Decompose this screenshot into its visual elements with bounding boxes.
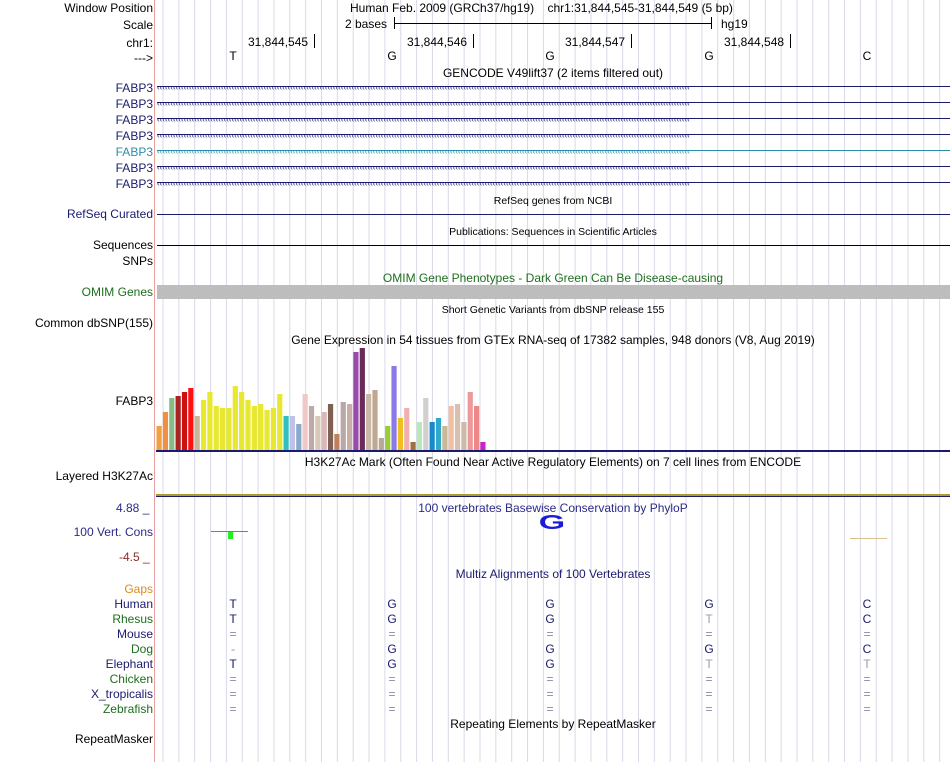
multiz-base: =	[546, 702, 554, 716]
gencode-gene-label[interactable]: FABP3	[115, 81, 153, 95]
gtex-tissue-bar[interactable]	[461, 422, 466, 450]
phylop-bar-5[interactable]	[850, 538, 887, 539]
repeatmasker-track-label[interactable]: RepeatMasker	[74, 732, 153, 746]
gtex-tissue-bar[interactable]	[245, 400, 250, 450]
gtex-tissue-bar[interactable]	[372, 390, 377, 450]
gtex-tissue-bar[interactable]	[468, 392, 473, 450]
gencode-gene-label[interactable]: FABP3	[115, 145, 153, 159]
multiz-base: G	[387, 597, 397, 611]
multiz-base: =	[705, 627, 713, 641]
gtex-tissue-bar[interactable]	[233, 386, 238, 450]
multiz-base: =	[705, 702, 713, 716]
multiz-base: =	[546, 687, 554, 701]
multiz-base: G	[545, 642, 555, 656]
position-tick-4	[790, 34, 791, 48]
multiz-base: G	[387, 642, 397, 656]
gtex-tissue-bar[interactable]	[480, 442, 485, 450]
gtex-tissue-bar[interactable]	[430, 422, 435, 450]
gtex-tissue-bar[interactable]	[284, 416, 289, 450]
position-1: 31,844,545	[248, 35, 309, 49]
gtex-tissue-bar[interactable]	[214, 406, 219, 450]
refseq-track-title[interactable]: RefSeq genes from NCBI	[493, 195, 613, 207]
publications-track-label[interactable]: Sequences	[92, 238, 153, 252]
gtex-tissue-bar[interactable]	[341, 402, 346, 450]
gtex-tissue-bar[interactable]	[411, 442, 416, 450]
ref-base-1: T	[229, 49, 237, 63]
gtex-tissue-bar[interactable]	[436, 418, 441, 450]
ref-base-5: C	[862, 49, 872, 63]
multiz-base: G	[387, 612, 397, 626]
gtex-tissue-bar[interactable]	[163, 412, 168, 450]
multiz-species-label[interactable]: Mouse	[116, 627, 153, 641]
position-tick-2	[473, 34, 474, 48]
gtex-tissue-bar[interactable]	[277, 394, 282, 450]
omim-track-title[interactable]: OMIM Gene Phenotypes - Dark Green Can Be Disease-causing	[382, 271, 724, 285]
position-tick-1	[314, 34, 315, 48]
multiz-track-title[interactable]: Multiz Alignments of 100 Vertebrates	[455, 567, 651, 581]
multiz-base: G	[704, 597, 714, 611]
multiz-base: =	[388, 672, 396, 686]
multiz-species-label[interactable]: Human	[114, 597, 153, 611]
multiz-base: G	[545, 612, 555, 626]
multiz-base: C	[862, 612, 872, 626]
gtex-tissue-bar[interactable]	[391, 366, 396, 450]
assembly-label: hg19	[721, 17, 748, 31]
gencode-gene-feature[interactable]: ‹‹‹‹‹‹‹‹‹‹‹‹‹‹‹‹‹‹‹‹‹‹‹‹‹‹‹‹‹‹‹‹‹‹‹‹‹‹‹‹‹‹‹‹‹‹‹‹‹‹‹‹‹‹‹‹‹‹‹‹‹‹‹‹‹‹‹‹‹‹‹‹‹‹‹‹‹‹‹‹‹‹‹‹‹‹‹‹‹‹‹‹‹‹‹‹‹‹‹‹‹‹‹‹‹‹‹‹‹‹‹‹‹‹‹‹‹‹‹‹‹‹‹‹‹‹‹‹‹‹‹‹‹‹‹‹‹‹‹‹‹‹‹‹‹‹‹‹‹‹‹‹‹‹‹‹‹‹‹‹‹‹‹‹‹‹‹‹‹‹‹‹‹‹‹‹‹‹‹‹‹‹‹‹‹‹‹‹‹‹‹‹‹‹‹‹‹‹‹‹	[157, 150, 950, 154]
gencode-gene-label[interactable]: FABP3	[115, 113, 153, 127]
multiz-base: T	[705, 612, 713, 626]
gtex-tissue-bar[interactable]	[353, 352, 358, 450]
gencode-gene-feature[interactable]: ‹‹‹‹‹‹‹‹‹‹‹‹‹‹‹‹‹‹‹‹‹‹‹‹‹‹‹‹‹‹‹‹‹‹‹‹‹‹‹‹‹‹‹‹‹‹‹‹‹‹‹‹‹‹‹‹‹‹‹‹‹‹‹‹‹‹‹‹‹‹‹‹‹‹‹‹‹‹‹‹‹‹‹‹‹‹‹‹‹‹‹‹‹‹‹‹‹‹‹‹‹‹‹‹‹‹‹‹‹‹‹‹‹‹‹‹‹‹‹‹‹‹‹‹‹‹‹‹‹‹‹‹‹‹‹‹‹‹‹‹‹‹‹‹‹‹‹‹‹‹‹‹‹‹‹‹‹‹‹‹‹‹‹‹‹‹‹‹‹‹‹‹‹‹‹‹‹‹‹‹‹‹‹‹‹‹‹‹‹‹‹‹‹‹‹‹‹‹‹‹	[157, 166, 950, 170]
phylop-min: -4.5 _	[119, 550, 150, 564]
phylop-track-title[interactable]: 100 vertebrates Basewise Conservation by PhyloP	[418, 501, 688, 515]
gtex-tissue-bar[interactable]	[309, 406, 314, 450]
gtex-tissue-bar[interactable]	[195, 416, 200, 450]
gtex-tissue-bar[interactable]	[360, 348, 365, 450]
scale-text: 2 bases	[345, 17, 388, 31]
gtex-tissue-bar[interactable]	[188, 388, 193, 450]
multiz-species-label[interactable]: X_tropicalis	[90, 687, 153, 701]
chrom-label: chr1:	[126, 36, 153, 50]
gtex-tissue-bar[interactable]	[239, 392, 244, 450]
gtex-tissue-bar[interactable]	[449, 406, 454, 450]
gencode-gene-label[interactable]: FABP3	[115, 177, 153, 191]
publications-track-title[interactable]: Publications: Sequences in Scientific Articles	[449, 226, 657, 238]
multiz-base: =	[229, 687, 237, 701]
gtex-track-label[interactable]: FABP3	[115, 394, 153, 408]
gtex-tissue-bar[interactable]	[385, 426, 390, 450]
multiz-base: G	[704, 642, 714, 656]
multiz-base: =	[863, 702, 871, 716]
phylop-base-logo: G	[538, 510, 566, 534]
gencode-gene-feature[interactable]: ‹‹‹‹‹‹‹‹‹‹‹‹‹‹‹‹‹‹‹‹‹‹‹‹‹‹‹‹‹‹‹‹‹‹‹‹‹‹‹‹‹‹‹‹‹‹‹‹‹‹‹‹‹‹‹‹‹‹‹‹‹‹‹‹‹‹‹‹‹‹‹‹‹‹‹‹‹‹‹‹‹‹‹‹‹‹‹‹‹‹‹‹‹‹‹‹‹‹‹‹‹‹‹‹‹‹‹‹‹‹‹‹‹‹‹‹‹‹‹‹‹‹‹‹‹‹‹‹‹‹‹‹‹‹‹‹‹‹‹‹‹‹‹‹‹‹‹‹‹‹‹‹‹‹‹‹‹‹‹‹‹‹‹‹‹‹‹‹‹‹‹‹‹‹‹‹‹‹‹‹‹‹‹‹‹‹‹‹‹‹‹‹‹‹‹‹‹‹‹‹	[157, 118, 950, 122]
ref-base-4: G	[704, 49, 714, 63]
gtex-tissue-bar[interactable]	[201, 400, 206, 450]
gtex-tissue-bar[interactable]	[182, 392, 187, 450]
omim-feature-bar[interactable]	[157, 285, 950, 299]
multiz-base: T	[705, 657, 713, 671]
gtex-tissue-bar[interactable]	[322, 412, 327, 450]
gtex-tissue-bar[interactable]	[176, 396, 181, 450]
multiz-base: =	[388, 687, 396, 701]
multiz-species-label[interactable]: Rhesus	[112, 612, 153, 626]
gencode-gene-feature[interactable]: ‹‹‹‹‹‹‹‹‹‹‹‹‹‹‹‹‹‹‹‹‹‹‹‹‹‹‹‹‹‹‹‹‹‹‹‹‹‹‹‹‹‹‹‹‹‹‹‹‹‹‹‹‹‹‹‹‹‹‹‹‹‹‹‹‹‹‹‹‹‹‹‹‹‹‹‹‹‹‹‹‹‹‹‹‹‹‹‹‹‹‹‹‹‹‹‹‹‹‹‹‹‹‹‹‹‹‹‹‹‹‹‹‹‹‹‹‹‹‹‹‹‹‹‹‹‹‹‹‹‹‹‹‹‹‹‹‹‹‹‹‹‹‹‹‹‹‹‹‹‹‹‹‹‹‹‹‹‹‹‹‹‹‹‹‹‹‹‹‹‹‹‹‹‹‹‹‹‹‹‹‹‹‹‹‹‹‹‹‹‹‹‹‹‹‹‹‹‹‹‹	[157, 182, 950, 186]
gtex-tissue-bar[interactable]	[290, 416, 295, 450]
gtex-track-title[interactable]: Gene Expression in 54 tissues from GTEx RNA-seq of 17382 samples, 948 donors (V8, Aug 2019)	[291, 333, 815, 347]
multiz-base: =	[388, 702, 396, 716]
multiz-base: C	[862, 597, 872, 611]
gencode-gene-label[interactable]: FABP3	[115, 161, 153, 175]
ref-base-2: G	[387, 49, 397, 63]
gtex-tissue-bar[interactable]	[442, 426, 447, 450]
phylop-bar-1-tick	[228, 532, 233, 539]
position-4: 31,844,548	[724, 35, 785, 49]
publications-line[interactable]	[157, 245, 950, 246]
gencode-gene-feature[interactable]: ‹‹‹‹‹‹‹‹‹‹‹‹‹‹‹‹‹‹‹‹‹‹‹‹‹‹‹‹‹‹‹‹‹‹‹‹‹‹‹‹‹‹‹‹‹‹‹‹‹‹‹‹‹‹‹‹‹‹‹‹‹‹‹‹‹‹‹‹‹‹‹‹‹‹‹‹‹‹‹‹‹‹‹‹‹‹‹‹‹‹‹‹‹‹‹‹‹‹‹‹‹‹‹‹‹‹‹‹‹‹‹‹‹‹‹‹‹‹‹‹‹‹‹‹‹‹‹‹‹‹‹‹‹‹‹‹‹‹‹‹‹‹‹‹‹‹‹‹‹‹‹‹‹‹‹‹‹‹‹‹‹‹‹‹‹‹‹‹‹‹‹‹‹‹‹‹‹‹‹‹‹‹‹‹‹‹‹‹‹‹‹‹‹‹‹‹‹‹‹‹	[157, 134, 950, 138]
label-separator	[154, 0, 155, 762]
position-2: 31,844,546	[407, 35, 468, 49]
gtex-tissue-bar[interactable]	[347, 404, 352, 450]
multiz-base: =	[863, 687, 871, 701]
multiz-species-label[interactable]: Chicken	[109, 672, 153, 686]
gtex-tissue-bar[interactable]	[334, 434, 339, 450]
gencode-track-title[interactable]: GENCODE V49lift37 (2 items filtered out)	[442, 66, 664, 80]
gtex-tissue-bar[interactable]	[296, 424, 301, 450]
multiz-base: =	[229, 627, 237, 641]
repeatmasker-track-title[interactable]: Repeating Elements by RepeatMasker	[450, 717, 656, 731]
gtex-tissue-bar[interactable]	[226, 408, 231, 450]
gtex-tissue-bar[interactable]	[423, 398, 428, 450]
scale-bar	[394, 23, 712, 24]
gtex-tissue-bar[interactable]	[417, 422, 422, 450]
multiz-species-label[interactable]: Elephant	[105, 657, 153, 671]
multiz-base: =	[229, 672, 237, 686]
gtex-tissue-bar[interactable]	[169, 398, 174, 450]
multiz-base: =	[388, 627, 396, 641]
gaps-label[interactable]: Gaps	[124, 582, 153, 596]
window-position-value: Human Feb. 2009 (GRCh37/hg19) chr1:31,844,545-31,844,549 (5 bp)	[350, 1, 733, 15]
gtex-tissue-bar[interactable]	[398, 418, 403, 450]
gtex-baseline	[156, 450, 950, 452]
multiz-base: -	[231, 642, 235, 656]
gtex-tissue-bar[interactable]	[455, 404, 460, 450]
position-tick-3	[631, 34, 632, 48]
multiz-base: =	[546, 627, 554, 641]
gtex-tissue-bar[interactable]	[379, 438, 384, 450]
gtex-tissue-bar[interactable]	[157, 426, 162, 450]
multiz-base: =	[863, 627, 871, 641]
gtex-tissue-bar[interactable]	[258, 404, 263, 450]
gencode-gene-feature[interactable]: ‹‹‹‹‹‹‹‹‹‹‹‹‹‹‹‹‹‹‹‹‹‹‹‹‹‹‹‹‹‹‹‹‹‹‹‹‹‹‹‹‹‹‹‹‹‹‹‹‹‹‹‹‹‹‹‹‹‹‹‹‹‹‹‹‹‹‹‹‹‹‹‹‹‹‹‹‹‹‹‹‹‹‹‹‹‹‹‹‹‹‹‹‹‹‹‹‹‹‹‹‹‹‹‹‹‹‹‹‹‹‹‹‹‹‹‹‹‹‹‹‹‹‹‹‹‹‹‹‹‹‹‹‹‹‹‹‹‹‹‹‹‹‹‹‹‹‹‹‹‹‹‹‹‹‹‹‹‹‹‹‹‹‹‹‹‹‹‹‹‹‹‹‹‹‹‹‹‹‹‹‹‹‹‹‹‹‹‹‹‹‹‹‹‹‹‹‹‹‹‹	[157, 86, 950, 90]
scale-label: Scale	[122, 18, 153, 32]
multiz-base: =	[705, 672, 713, 686]
h3k27ac-track-label[interactable]: Layered H3K27Ac	[55, 469, 153, 483]
gtex-tissue-bar[interactable]	[474, 406, 479, 450]
gencode-gene-label[interactable]: FABP3	[115, 129, 153, 143]
omim-track-label[interactable]: OMIM Genes	[81, 285, 153, 299]
gtex-tissue-bar[interactable]	[207, 392, 212, 450]
gtex-tissue-bar[interactable]	[315, 416, 320, 450]
gtex-tissue-bar[interactable]	[328, 404, 333, 450]
gtex-bar-chart[interactable]	[156, 346, 950, 454]
multiz-base: T	[863, 657, 871, 671]
gtex-tissue-bar[interactable]	[404, 408, 409, 450]
gtex-tissue-bar[interactable]	[366, 394, 371, 450]
multiz-base: G	[545, 597, 555, 611]
multiz-base: =	[705, 687, 713, 701]
gtex-tissue-bar[interactable]	[264, 410, 269, 450]
multiz-base: T	[229, 612, 237, 626]
phylop-max: 4.88 _	[116, 501, 150, 515]
multiz-base: G	[387, 657, 397, 671]
arrow-label: --->	[134, 51, 153, 65]
multiz-base: =	[863, 672, 871, 686]
gtex-tissue-bar[interactable]	[220, 408, 225, 450]
gencode-gene-label[interactable]: FABP3	[115, 97, 153, 111]
window-position-label: Window Position	[64, 1, 153, 15]
refseq-gene-line[interactable]	[157, 214, 950, 215]
snps-track-label[interactable]: SNPs	[122, 254, 153, 268]
multiz-base: =	[229, 702, 237, 716]
gtex-tissue-bar[interactable]	[303, 394, 308, 450]
h3k27ac-track-title[interactable]: H3K27Ac Mark (Often Found Near Active Regulatory Elements) on 7 cell lines from ENCODE	[304, 455, 802, 469]
h3k27ac-baseline	[156, 496, 950, 497]
multiz-base: C	[862, 642, 872, 656]
multiz-base: G	[545, 657, 555, 671]
dbsnp-track-title[interactable]: Short Genetic Variants from dbSNP release 155	[441, 304, 665, 316]
scale-bar-right	[711, 17, 712, 29]
multiz-base: T	[229, 657, 237, 671]
gtex-tissue-bar[interactable]	[271, 408, 276, 450]
gencode-gene-feature[interactable]: ‹‹‹‹‹‹‹‹‹‹‹‹‹‹‹‹‹‹‹‹‹‹‹‹‹‹‹‹‹‹‹‹‹‹‹‹‹‹‹‹‹‹‹‹‹‹‹‹‹‹‹‹‹‹‹‹‹‹‹‹‹‹‹‹‹‹‹‹‹‹‹‹‹‹‹‹‹‹‹‹‹‹‹‹‹‹‹‹‹‹‹‹‹‹‹‹‹‹‹‹‹‹‹‹‹‹‹‹‹‹‹‹‹‹‹‹‹‹‹‹‹‹‹‹‹‹‹‹‹‹‹‹‹‹‹‹‹‹‹‹‹‹‹‹‹‹‹‹‹‹‹‹‹‹‹‹‹‹‹‹‹‹‹‹‹‹‹‹‹‹‹‹‹‹‹‹‹‹‹‹‹‹‹‹‹‹‹‹‹‹‹‹‹‹‹‹‹‹‹‹	[157, 102, 950, 106]
ref-base-3: G	[545, 49, 555, 63]
multiz-base: =	[546, 672, 554, 686]
gtex-tissue-bar[interactable]	[252, 406, 257, 450]
multiz-species-label[interactable]: Zebrafish	[102, 702, 153, 716]
multiz-species-label[interactable]: Dog	[130, 642, 153, 656]
phylop-track-label[interactable]: 100 Vert. Cons	[73, 525, 153, 539]
refseq-track-label[interactable]: RefSeq Curated	[66, 207, 153, 221]
dbsnp-track-label[interactable]: Common dbSNP(155)	[34, 316, 153, 330]
position-3: 31,844,547	[565, 35, 626, 49]
multiz-base: T	[229, 597, 237, 611]
